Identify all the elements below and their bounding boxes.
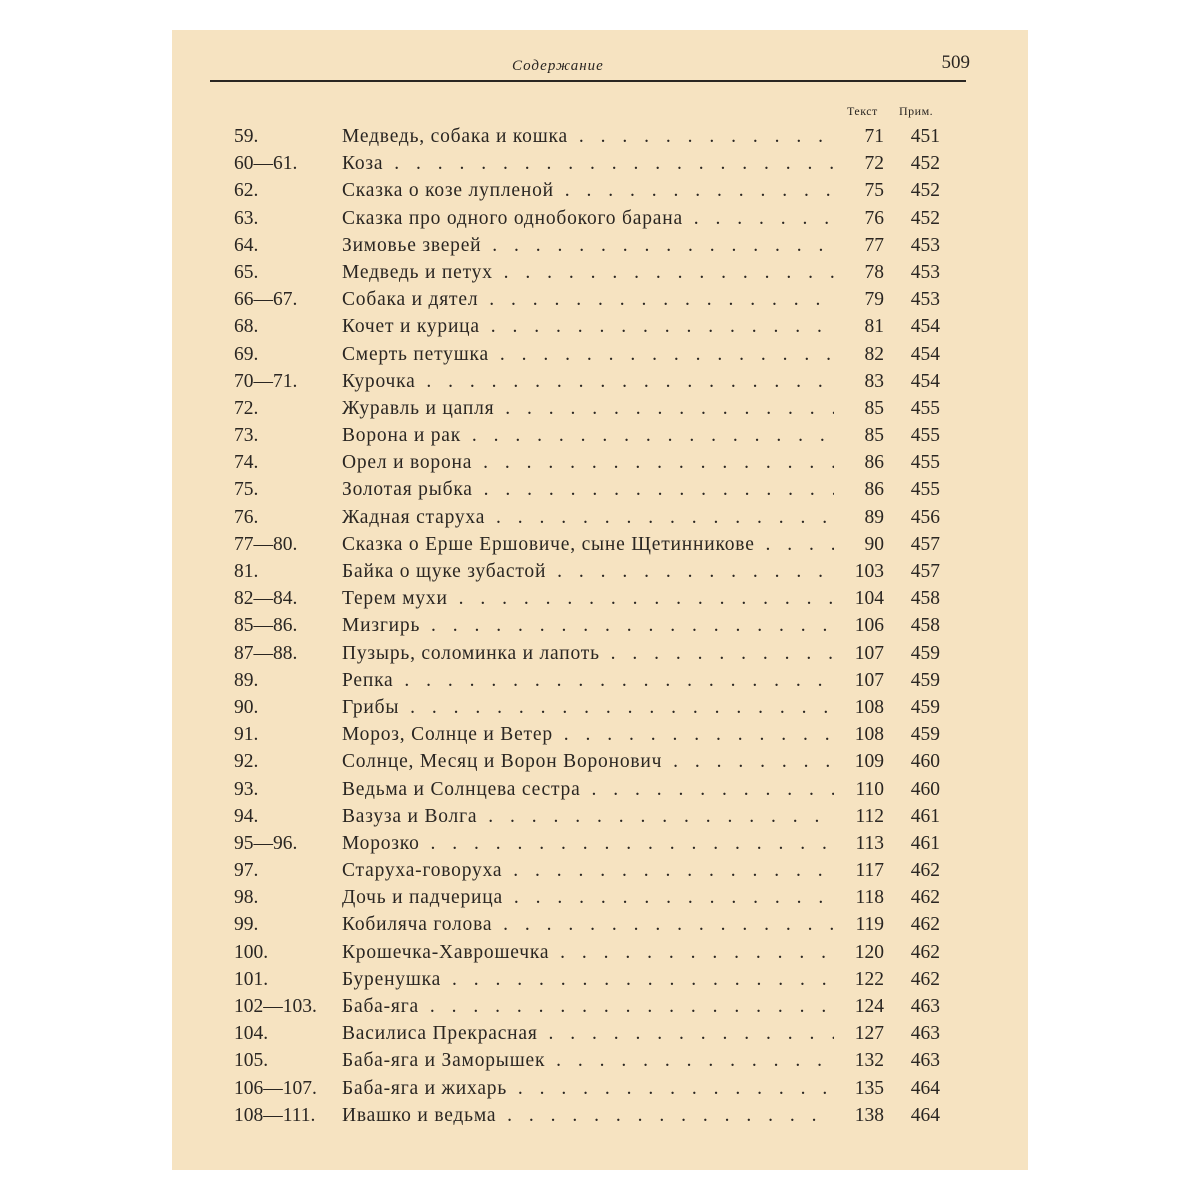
- entry-number: 74.: [234, 452, 259, 474]
- entry-notes-page: 457: [910, 561, 940, 582]
- entry-text-page: 107: [854, 669, 884, 691]
- entry-notes-page: 461: [910, 805, 940, 827]
- toc-entry: [234, 558, 954, 585]
- entry-text-page: 118: [855, 887, 884, 909]
- entry-number: 94.: [234, 805, 259, 827]
- entry-notes-page: 462: [910, 887, 940, 909]
- entry-title: Ворона и рак . . .: [342, 422, 834, 449]
- entry-number: 63.: [234, 207, 259, 229]
- entry-text-page: 72: [864, 153, 884, 175]
- column-header-notes: Прим.: [899, 104, 934, 118]
- entry-notes-page: 462: [910, 914, 940, 936]
- entry-notes-page: 463: [910, 1023, 940, 1045]
- entry-title: Орел и ворона . . .: [342, 449, 834, 476]
- entry-text-page: 104: [854, 588, 884, 610]
- book-page: [172, 30, 1028, 1170]
- toc-entry: [234, 830, 954, 857]
- entry-text-page: 117: [855, 860, 884, 882]
- entry-text-page: 86: [864, 452, 884, 474]
- entry-title: Пузырь, соломинка и лапоть . . .: [342, 640, 834, 667]
- entry-notes-page: 454: [910, 343, 940, 365]
- toc-entry: [234, 259, 954, 286]
- entry-number: 59.: [234, 126, 259, 147]
- entry-number: 97.: [234, 860, 259, 882]
- entry-notes-page: 460: [910, 778, 940, 800]
- entry-number: 66—67.: [234, 289, 298, 311]
- entry-title: Сказка о козе лупленой . . .: [342, 177, 834, 204]
- entry-number: 65.: [234, 261, 259, 283]
- entry-text-page: 132: [854, 1050, 884, 1072]
- toc-entry: [234, 776, 954, 803]
- entry-notes-page: 455: [910, 452, 940, 474]
- entry-text-page: 83: [864, 370, 884, 392]
- entry-number: 106—107.: [234, 1077, 317, 1099]
- entry-text-page: 135: [854, 1077, 884, 1099]
- entry-title: Баба-яга . . .: [342, 993, 834, 1020]
- entry-notes-page: 454: [910, 316, 940, 338]
- entry-notes-page: 462: [910, 860, 940, 882]
- toc-entry: [234, 966, 954, 993]
- entry-number: 69.: [234, 343, 259, 365]
- toc-entry: [234, 395, 954, 422]
- entry-title: Кобиляча голова . . .: [342, 911, 834, 938]
- entry-number: 108—111.: [234, 1104, 316, 1126]
- entry-title: Баба-яга и жихарь . . .: [342, 1075, 834, 1102]
- entry-title: Репка . . .: [342, 667, 834, 694]
- entry-title: Байка о щуке зубастой . . .: [342, 558, 834, 585]
- entry-text-page: 82: [864, 343, 884, 365]
- entry-notes-page: 458: [910, 615, 940, 637]
- entry-notes-page: 459: [910, 696, 940, 718]
- toc-entry: [234, 857, 954, 884]
- toc-entry: [234, 748, 954, 775]
- entry-notes-page: 455: [910, 425, 940, 447]
- entry-notes-page: 458: [910, 588, 940, 610]
- entry-notes-page: 459: [910, 642, 940, 664]
- column-header-text: Текст: [847, 104, 878, 118]
- toc-entry: [234, 286, 954, 313]
- entry-title: Вазуза и Волга . . .: [342, 803, 834, 830]
- toc-entry: [234, 993, 954, 1020]
- entry-number: 93.: [234, 778, 259, 800]
- entry-text-page: 103: [854, 561, 884, 582]
- entry-notes-page: 452: [910, 180, 940, 202]
- entry-number: 77—80.: [234, 533, 298, 555]
- entry-notes-page: 453: [910, 261, 940, 283]
- running-title: Содержание: [512, 58, 604, 74]
- entry-text-page: 76: [864, 207, 884, 229]
- entry-number: 89.: [234, 669, 259, 691]
- toc-entry: [234, 476, 954, 503]
- entry-number: 73.: [234, 425, 259, 447]
- entry-text-page: 71: [864, 126, 884, 147]
- entry-number: 62.: [234, 180, 259, 202]
- toc-entry: [234, 667, 954, 694]
- entry-text-page: 112: [855, 805, 884, 827]
- entry-number: 98.: [234, 887, 259, 909]
- entry-title: Золотая рыбка . . .: [342, 476, 834, 503]
- entry-notes-page: 455: [910, 479, 940, 501]
- entry-title: Грибы . . .: [342, 694, 834, 721]
- entry-text-page: 77: [864, 234, 884, 256]
- entry-number: 72.: [234, 397, 259, 419]
- page-number: 509: [941, 52, 970, 73]
- entry-number: 68.: [234, 316, 259, 338]
- entry-number: 85—86.: [234, 615, 298, 637]
- toc-entry: [234, 368, 954, 395]
- entry-title: Мизгирь . . .: [342, 612, 834, 639]
- entry-text-page: 107: [854, 642, 884, 664]
- toc-entry: [234, 640, 954, 667]
- toc-entry: [234, 939, 954, 966]
- entry-notes-page: 463: [910, 1050, 940, 1072]
- entry-text-page: 122: [854, 968, 884, 990]
- toc-entry: [234, 884, 954, 911]
- entry-notes-page: 457: [910, 533, 940, 555]
- entry-text-page: 90: [864, 533, 884, 555]
- entry-title: Сказка о Ерше Ершовиче, сыне Щетинникове . . .: [342, 531, 834, 558]
- entry-text-page: 79: [864, 289, 884, 311]
- entry-title: Коза . . .: [342, 150, 834, 177]
- entry-text-page: 81: [864, 316, 884, 338]
- entry-notes-page: 459: [910, 724, 940, 746]
- toc-entry: [234, 449, 954, 476]
- entry-notes-page: 462: [910, 968, 940, 990]
- entry-notes-page: 462: [910, 941, 940, 963]
- toc-entry: [234, 911, 954, 938]
- entry-text-page: 75: [864, 180, 884, 202]
- entry-text-page: 78: [864, 261, 884, 283]
- toc-entry: [234, 803, 954, 830]
- entry-title: Дочь и падчерица . . .: [342, 884, 834, 911]
- entry-notes-page: 460: [910, 751, 940, 773]
- entry-title: Жадная старуха . . .: [342, 504, 834, 531]
- entry-text-page: 124: [854, 996, 884, 1017]
- entry-title: Смерть петушка . . .: [342, 341, 834, 368]
- entry-number: 99.: [234, 914, 259, 936]
- toc-entry: [234, 721, 954, 748]
- entry-title: Солнце, Месяц и Ворон Воронович . . .: [342, 748, 834, 775]
- entry-notes-page: 452: [910, 207, 940, 229]
- entry-title: Медведь, собака и кошка . . .: [342, 123, 834, 150]
- entry-text-page: 108: [854, 696, 884, 718]
- entry-number: 91.: [234, 724, 259, 746]
- entry-title: Сказка про одного однобокого барана . . .: [342, 205, 834, 232]
- toc-entry: [234, 1075, 954, 1102]
- entry-number: 104.: [234, 1023, 269, 1045]
- entry-title: Крошечка-Хаврошечка . . .: [342, 939, 834, 966]
- entry-title: Мороз, Солнце и Ветер . . .: [342, 721, 834, 748]
- toc-entry: [234, 1047, 954, 1074]
- entry-number: 100.: [234, 941, 269, 963]
- entry-number: 75.: [234, 479, 259, 501]
- toc-entry: [234, 1020, 954, 1047]
- entry-number: 70—71.: [234, 370, 298, 392]
- entry-title: Василиса Прекрасная . . .: [342, 1020, 834, 1047]
- entry-notes-page: 453: [910, 289, 940, 311]
- toc-entry: [234, 313, 954, 340]
- toc-entry: [234, 205, 954, 232]
- entry-notes-page: 459: [910, 669, 940, 691]
- entry-number: 76.: [234, 506, 259, 528]
- entry-notes-page: 454: [910, 370, 940, 392]
- toc-entry: [234, 150, 954, 177]
- entry-text-page: 110: [855, 778, 884, 800]
- entry-number: 82—84.: [234, 588, 298, 610]
- entry-text-page: 120: [854, 941, 884, 963]
- entry-title: Старуха-говоруха . . .: [342, 857, 834, 884]
- entry-number: 60—61.: [234, 153, 298, 175]
- entry-notes-page: 452: [910, 153, 940, 175]
- entry-number: 92.: [234, 751, 259, 773]
- entry-number: 64.: [234, 234, 259, 256]
- toc-entry: [234, 232, 954, 259]
- entry-title: Зимовье зверей . . .: [342, 232, 834, 259]
- table-of-contents: [234, 123, 954, 1129]
- toc-entry: [234, 341, 954, 368]
- entry-number: 95—96.: [234, 832, 298, 854]
- entry-notes-page: 455: [910, 397, 940, 419]
- entry-text-page: 85: [864, 397, 884, 419]
- toc-entry: [234, 585, 954, 612]
- entry-title: Журавль и цапля . . .: [342, 395, 834, 422]
- entry-text-page: 119: [855, 914, 884, 936]
- toc-entry: [234, 504, 954, 531]
- toc-entry: [234, 177, 954, 204]
- entry-text-page: 127: [854, 1023, 884, 1045]
- toc-entry: [234, 123, 954, 150]
- entry-title: Курочка . . .: [342, 368, 834, 395]
- entry-notes-page: 464: [910, 1077, 940, 1099]
- entry-number: 87—88.: [234, 642, 298, 664]
- entry-title: Кочет и курица . . .: [342, 313, 834, 340]
- entry-notes-page: 453: [910, 234, 940, 256]
- toc-entry: [234, 694, 954, 721]
- entry-title: Буренушка . . .: [342, 966, 834, 993]
- entry-notes-page: 456: [910, 506, 940, 528]
- entry-title: Морозко . . .: [342, 830, 834, 857]
- entry-title: Терем мухи . . .: [342, 585, 834, 612]
- header-rule: [210, 80, 966, 82]
- entry-text-page: 89: [864, 506, 884, 528]
- entry-title: Собака и дятел . . .: [342, 286, 834, 313]
- entry-number: 102—103.: [234, 996, 317, 1017]
- entry-number: 105.: [234, 1050, 269, 1072]
- entry-text-page: 85: [864, 425, 884, 447]
- entry-text-page: 108: [854, 724, 884, 746]
- entry-title: Баба-яга и Заморышек . . .: [342, 1047, 834, 1074]
- entry-number: 81.: [234, 561, 259, 582]
- entry-title: Медведь и петух . . .: [342, 259, 834, 286]
- toc-entry: [234, 422, 954, 449]
- entry-number: 101.: [234, 968, 269, 990]
- entry-text-page: 109: [854, 751, 884, 773]
- toc-entry: [234, 531, 954, 558]
- toc-entry: [234, 612, 954, 639]
- entry-text-page: 113: [855, 832, 884, 854]
- entry-notes-page: 463: [910, 996, 940, 1017]
- entry-notes-page: 464: [910, 1104, 940, 1126]
- entry-number: 90.: [234, 696, 259, 718]
- toc-entry: [234, 1102, 954, 1129]
- entry-title: Ивашко и ведьма . . .: [342, 1102, 834, 1129]
- entry-text-page: 138: [854, 1104, 884, 1126]
- entry-text-page: 86: [864, 479, 884, 501]
- entry-notes-page: 461: [910, 832, 940, 854]
- entry-notes-page: 451: [910, 126, 940, 147]
- entry-title: Ведьма и Солнцева сестра . . .: [342, 776, 834, 803]
- entry-text-page: 106: [854, 615, 884, 637]
